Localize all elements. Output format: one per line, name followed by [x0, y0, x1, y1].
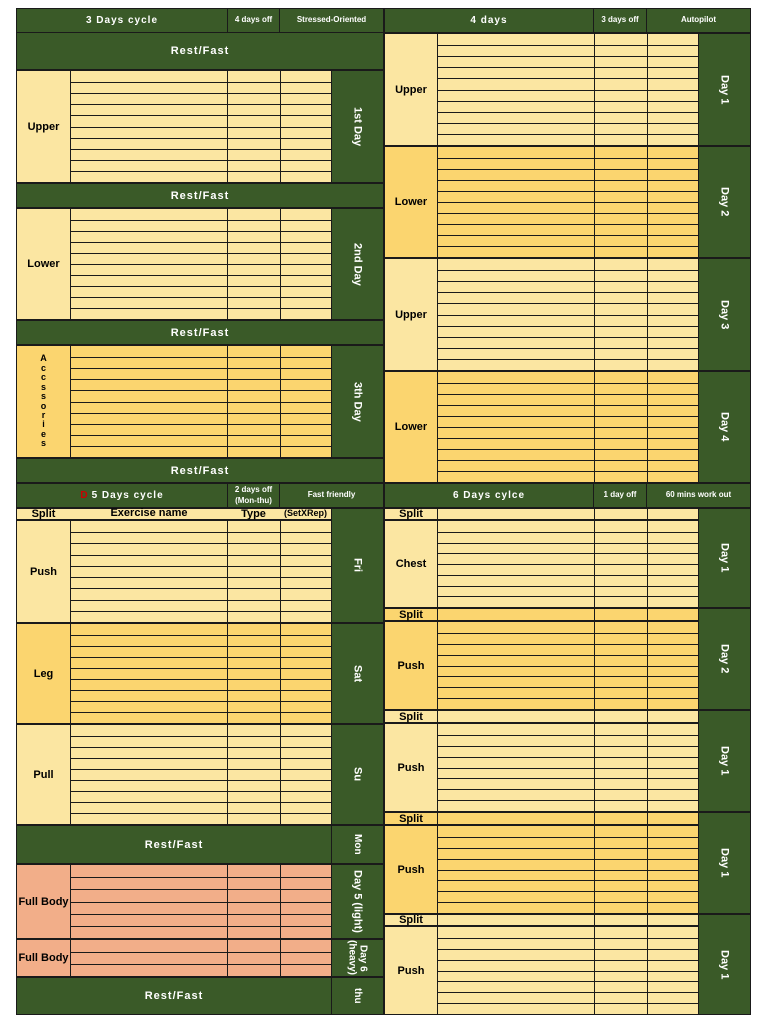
five-day-title-cell [16, 483, 228, 508]
row-line [71, 802, 331, 803]
day-label-2nd: 2nd Day [331, 208, 384, 320]
rest-fast-row: Rest/Fast [16, 32, 384, 70]
row-line [438, 800, 698, 801]
split-label-push: Push [384, 825, 438, 914]
split-label-upper: Upper [384, 33, 438, 146]
row-line [71, 160, 331, 161]
column-line [594, 147, 595, 257]
row-line [71, 220, 331, 221]
row-line [71, 264, 331, 265]
column-line [647, 711, 648, 722]
column-line [280, 521, 281, 622]
five-day-style: Fast friendly [279, 483, 384, 508]
split-label-push: Push [384, 621, 438, 710]
row-line [438, 633, 698, 634]
split-label-lower: Lower [384, 371, 438, 483]
col-type: Type [241, 508, 266, 520]
row-line [71, 543, 331, 544]
row-line [71, 600, 331, 601]
column-line [594, 372, 595, 482]
row-line [71, 275, 331, 276]
column-line [647, 34, 648, 145]
five-day-title: 5 Days cycle [91, 490, 164, 501]
row-line [71, 813, 331, 814]
exercise-grid[interactable] [70, 520, 332, 623]
row-line [438, 460, 698, 461]
row-line [71, 115, 331, 116]
three-day-style: Stressed-Oriented [279, 8, 384, 33]
column-line [647, 826, 648, 913]
row-line [438, 575, 698, 576]
row-line [71, 402, 331, 403]
three-day-title: 3 Days cycle [16, 8, 228, 33]
six-day-style: 60 mins work out [646, 483, 751, 508]
row-line [438, 859, 698, 860]
day-label-1st: 1st Day [331, 70, 384, 183]
row-line [71, 736, 331, 737]
row-line [438, 789, 698, 790]
row-line [71, 104, 331, 105]
row-line [438, 848, 698, 849]
column-line [647, 622, 648, 709]
accessories-letter: s [40, 391, 46, 402]
split-label-lower: Lower [16, 208, 71, 320]
column-line [280, 346, 281, 457]
day-label: Day 3 [698, 258, 751, 371]
day-label: Day 1 [698, 812, 751, 914]
row-line [71, 435, 331, 436]
accessories-letter: o [40, 400, 47, 411]
row-line [71, 390, 331, 391]
column-line [647, 724, 648, 811]
row-line [71, 657, 331, 658]
column-line [227, 624, 228, 723]
day-label: Day 4 [698, 371, 751, 483]
row-line [71, 577, 331, 578]
row-line [438, 246, 698, 247]
row-line [71, 138, 331, 139]
row-line [438, 666, 698, 667]
column-line [594, 259, 595, 370]
col-exercise-name: Exercise name [110, 507, 188, 519]
exercise-grid[interactable] [70, 939, 332, 977]
column-line [280, 624, 281, 723]
row-line [71, 747, 331, 748]
row-line [438, 78, 698, 79]
row-line [71, 286, 331, 287]
row-line [438, 90, 698, 91]
row-line [71, 611, 331, 612]
column-line [594, 609, 595, 620]
row-line [438, 326, 698, 327]
day-label-thu: thu [331, 977, 384, 1015]
row-line [438, 292, 698, 293]
column-line [280, 940, 281, 976]
exercise-grid[interactable] [437, 258, 699, 371]
row-line [438, 438, 698, 439]
column-line [280, 725, 281, 824]
row-line [438, 348, 698, 349]
exercise-grid[interactable] [70, 208, 332, 320]
split-label-lower: Lower [384, 146, 438, 258]
exercise-grid[interactable] [437, 621, 699, 710]
row-line [438, 45, 698, 46]
row-line [438, 191, 698, 192]
split-label-push: Push [384, 723, 438, 812]
row-line [71, 253, 331, 254]
row-line [438, 224, 698, 225]
exercise-grid[interactable] [437, 146, 699, 258]
day-label-sat: Sat [331, 623, 384, 724]
column-line [594, 34, 595, 145]
split-header: Split [384, 914, 438, 926]
split-label-full-body: Full Body [16, 864, 71, 939]
column-line [594, 927, 595, 1014]
rest-fast-row: Rest/Fast [16, 458, 384, 483]
exercise-grid[interactable] [437, 520, 699, 608]
split-label-accessories [16, 345, 71, 458]
column-line [594, 813, 595, 824]
split-header: Split [384, 608, 438, 621]
row-line [438, 757, 698, 758]
row-line [71, 877, 331, 878]
row-line [438, 427, 698, 428]
row-line [438, 315, 698, 316]
row-line [438, 532, 698, 533]
row-line [438, 202, 698, 203]
column-line [227, 865, 228, 938]
column-line [280, 865, 281, 938]
column-line [647, 927, 648, 1014]
row-line [71, 446, 331, 447]
row-line [71, 646, 331, 647]
exercise-grid[interactable] [437, 710, 699, 723]
row-line [438, 698, 698, 699]
column-line [227, 521, 228, 622]
row-line [438, 746, 698, 747]
row-line [438, 449, 698, 450]
row-line [71, 668, 331, 669]
five-day-off-line2: (Mon-thu) [235, 495, 272, 505]
column-line [594, 915, 595, 925]
exercise-grid[interactable] [70, 724, 332, 825]
exercise-grid[interactable] [70, 864, 332, 939]
column-line [594, 711, 595, 722]
row-line [438, 971, 698, 972]
row-line [438, 67, 698, 68]
accessories-letter: c [40, 372, 46, 383]
row-line [71, 588, 331, 589]
row-line [71, 231, 331, 232]
row-line [71, 758, 331, 759]
row-line [438, 870, 698, 871]
column-line [594, 622, 595, 709]
row-line [438, 235, 698, 236]
row-line [438, 586, 698, 587]
row-line [71, 532, 331, 533]
exercise-grid[interactable] [437, 825, 699, 914]
row-line [71, 171, 331, 172]
accessories-letter: c [40, 362, 46, 373]
row-line [438, 981, 698, 982]
column-line [647, 521, 648, 607]
exercise-grid[interactable] [70, 345, 332, 458]
row-line [438, 213, 698, 214]
day-label-fri: Fri [331, 508, 384, 623]
row-line [438, 405, 698, 406]
exercise-grid[interactable] [70, 70, 332, 183]
row-line [71, 368, 331, 369]
accessories-letter: A [40, 353, 47, 364]
rest-fast-row: Rest/Fast [16, 825, 332, 864]
row-line [438, 938, 698, 939]
column-line [647, 609, 648, 620]
row-line [71, 297, 331, 298]
split-label-push: Push [384, 926, 438, 1015]
row-line [71, 93, 331, 94]
six-day-off: 1 day off [593, 483, 647, 508]
accessories-letter: s [40, 381, 46, 392]
row-line [438, 471, 698, 472]
day-label: Day 2 [698, 146, 751, 258]
row-line [438, 949, 698, 950]
marker-letter: D [80, 490, 89, 501]
three-day-off: 4 days off [227, 8, 280, 33]
six-day-title: 6 Days cylce [384, 483, 594, 508]
row-line [71, 82, 331, 83]
column-line [647, 915, 648, 925]
row-line [438, 960, 698, 961]
row-line [71, 308, 331, 309]
column-line [227, 71, 228, 182]
split-label-pull: Pull [16, 724, 71, 825]
row-line [438, 992, 698, 993]
row-line [71, 242, 331, 243]
row-line [71, 555, 331, 556]
column-line [647, 259, 648, 370]
row-line [71, 566, 331, 567]
row-line [438, 778, 698, 779]
split-header: Split [384, 508, 438, 520]
row-line [438, 837, 698, 838]
row-line [71, 701, 331, 702]
exercise-grid[interactable] [70, 623, 332, 724]
col-split: Split [31, 508, 56, 520]
row-line [438, 281, 698, 282]
row-line [438, 644, 698, 645]
accessories-letter: e [40, 428, 46, 439]
day-label-3th: 3th Day [331, 345, 384, 458]
exercise-grid[interactable] [437, 33, 699, 146]
split-label-upper: Upper [16, 70, 71, 183]
day-label: Day 2 [698, 608, 751, 710]
split-header: Split [384, 812, 438, 825]
row-line [71, 424, 331, 425]
accessories-letter: r [41, 409, 46, 420]
column-line [594, 724, 595, 811]
column-line [280, 209, 281, 319]
row-line [71, 357, 331, 358]
row-line [71, 889, 331, 890]
row-line [438, 158, 698, 159]
row-line [71, 952, 331, 953]
row-line [71, 902, 331, 903]
column-line [647, 509, 648, 519]
five-day-off [227, 483, 280, 508]
row-line [71, 379, 331, 380]
day-label: Day 1 [698, 914, 751, 1015]
row-line [438, 270, 698, 271]
row-line [438, 687, 698, 688]
column-line [647, 147, 648, 257]
row-line [71, 769, 331, 770]
row-line [71, 413, 331, 414]
rest-fast-row: Rest/Fast [16, 977, 332, 1015]
row-line [438, 383, 698, 384]
row-line [438, 655, 698, 656]
row-line [438, 303, 698, 304]
row-line [71, 964, 331, 965]
split-label-upper: Upper [384, 258, 438, 371]
exercise-grid[interactable] [437, 371, 699, 483]
row-line [438, 180, 698, 181]
exercise-grid[interactable] [437, 608, 699, 621]
row-line [438, 553, 698, 554]
column-line [227, 209, 228, 319]
column-line [594, 509, 595, 519]
accessories-letter: s [40, 438, 46, 449]
row-line [71, 780, 331, 781]
col-setxrep: (SetXRep) [283, 508, 327, 518]
four-day-off: 3 days off [593, 8, 647, 33]
day-label: Day 1 [698, 508, 751, 608]
row-line [438, 359, 698, 360]
row-line [71, 679, 331, 680]
row-line [71, 127, 331, 128]
exercise-grid[interactable] [437, 926, 699, 1015]
row-line [438, 1003, 698, 1004]
row-line [438, 891, 698, 892]
row-line [438, 902, 698, 903]
split-label-chest: Chest [384, 520, 438, 608]
row-line [438, 735, 698, 736]
row-line [438, 394, 698, 395]
column-line [647, 813, 648, 824]
row-line [438, 134, 698, 135]
row-line [71, 712, 331, 713]
row-line [438, 564, 698, 565]
row-line [438, 56, 698, 57]
row-line [71, 149, 331, 150]
column-line [227, 725, 228, 824]
row-line [71, 791, 331, 792]
row-line [438, 596, 698, 597]
row-line [438, 676, 698, 677]
row-line [438, 337, 698, 338]
four-day-title: 4 days [384, 8, 594, 33]
day-label-mon: Mon [331, 825, 384, 864]
day-label: Day 1 [698, 33, 751, 146]
row-line [438, 169, 698, 170]
row-line [438, 112, 698, 113]
day-label-su: Su [331, 724, 384, 825]
accessories-letter: i [42, 419, 45, 430]
column-line [280, 71, 281, 182]
column-line [594, 826, 595, 913]
split-label-leg: Leg [16, 623, 71, 724]
day-label-day6: Day 6 (heavy) [331, 939, 384, 977]
column-line [647, 372, 648, 482]
row-line [438, 101, 698, 102]
exercise-grid[interactable] [437, 812, 699, 825]
column-line [227, 346, 228, 457]
row-line [438, 768, 698, 769]
exercise-grid[interactable] [437, 723, 699, 812]
exercise-grid[interactable] [437, 914, 699, 926]
split-label-full-body: Full Body [16, 939, 71, 977]
four-day-style: Autopilot [646, 8, 751, 33]
day-label-day5: Day 5 (light) [331, 864, 384, 939]
row-line [438, 543, 698, 544]
column-line [594, 521, 595, 607]
exercise-grid[interactable] [437, 508, 699, 520]
row-line [71, 926, 331, 927]
split-header: Split [384, 710, 438, 723]
row-line [71, 635, 331, 636]
column-line [227, 940, 228, 976]
day-label: Day 1 [698, 710, 751, 812]
five-day-off-line1: 2 days off [234, 485, 273, 495]
rest-fast-row: Rest/Fast [16, 183, 384, 208]
row-line [71, 690, 331, 691]
row-line [438, 880, 698, 881]
rest-fast-row: Rest/Fast [16, 320, 384, 345]
row-line [438, 123, 698, 124]
row-line [71, 914, 331, 915]
split-label-push: Push [16, 520, 71, 623]
row-line [438, 416, 698, 417]
